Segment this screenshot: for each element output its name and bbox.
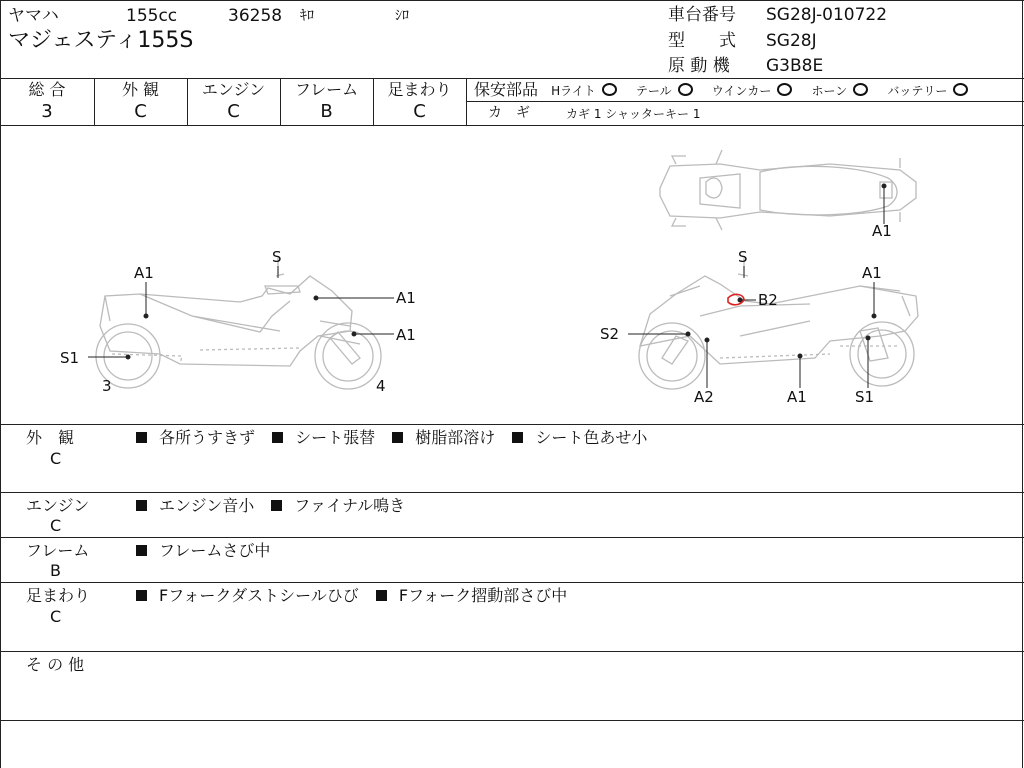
section-suspension-label: 足まわり bbox=[26, 586, 91, 605]
section-frame-label: フレーム bbox=[26, 541, 90, 560]
grade-frame-value: B bbox=[320, 101, 333, 122]
notes-sep-3 bbox=[0, 582, 1024, 583]
grade-sep-5 bbox=[466, 78, 467, 125]
section-frame-notes bbox=[136, 540, 282, 562]
section-exterior-label: 外 観 bbox=[26, 428, 75, 447]
grade-suspension-label: 足まわり bbox=[387, 80, 452, 99]
notes-sep-1 bbox=[0, 492, 1024, 493]
section-exterior-grade: C bbox=[50, 449, 62, 468]
key-label: カ ギ bbox=[488, 105, 530, 121]
note-item: 各所うすきず bbox=[159, 428, 256, 447]
model-name: マジェスティ155S bbox=[8, 28, 194, 53]
grade-frame-label: フレーム bbox=[294, 80, 359, 99]
left-label-a1-right1: A1 bbox=[396, 289, 416, 307]
hozen-winker: ウインカー bbox=[711, 84, 772, 98]
right-label-a1-top-view: A1 bbox=[872, 222, 892, 240]
bullet-icon bbox=[376, 590, 387, 601]
left-label-a1-top: A1 bbox=[134, 264, 154, 282]
bullet-icon bbox=[136, 545, 147, 556]
section-suspension-grade: C bbox=[50, 607, 62, 626]
right-label-s1: S1 bbox=[855, 388, 875, 406]
type-label: 型 式 bbox=[668, 31, 736, 51]
top-view-scooter-drawing bbox=[660, 150, 916, 230]
note-item: シート張替 bbox=[295, 428, 376, 447]
left-label-a1-right2: A1 bbox=[396, 326, 416, 344]
section-engine-notes bbox=[136, 495, 417, 517]
bullet-icon bbox=[136, 432, 147, 443]
notes-top bbox=[0, 424, 1024, 425]
frame-no-label: 車台番号 bbox=[668, 5, 736, 25]
hozen-divider bbox=[466, 101, 1024, 102]
notes-sep-4 bbox=[0, 651, 1024, 652]
bullet-icon bbox=[136, 500, 147, 511]
hozen-horn: ホーン bbox=[811, 84, 848, 98]
bullet-icon bbox=[272, 432, 283, 443]
note-item: Fフォーク摺動部さび中 bbox=[398, 586, 568, 605]
section-suspension-notes bbox=[136, 585, 579, 607]
maker: ヤマハ bbox=[8, 6, 59, 26]
engine-label: 原 動 機 bbox=[668, 56, 730, 76]
border-top bbox=[0, 0, 1024, 1]
color: ｼﾛ bbox=[395, 8, 409, 24]
notes-sep-2 bbox=[0, 537, 1024, 538]
grade-row-top bbox=[0, 78, 1024, 79]
notes-bottom bbox=[0, 720, 1024, 721]
displacement: 155cc bbox=[126, 6, 178, 26]
battery-ok-icon bbox=[953, 83, 968, 96]
hozen-row bbox=[474, 80, 972, 101]
damage-diagram bbox=[0, 126, 1024, 424]
note-item: フレームさび中 bbox=[159, 541, 271, 560]
hozen-tail: テール bbox=[635, 84, 672, 98]
note-item: エンジン音小 bbox=[159, 496, 255, 515]
right-label-a1-top: A1 bbox=[862, 264, 882, 282]
left-label-s: S bbox=[272, 248, 282, 266]
grade-engine-label: エンジン bbox=[201, 80, 266, 99]
grade-total-label: 総 合 bbox=[28, 80, 66, 99]
key-value: カギ 1 シャッターキー 1 bbox=[566, 107, 701, 121]
grade-exterior-value: C bbox=[134, 101, 147, 122]
section-exterior-notes bbox=[136, 427, 659, 449]
tail-ok-icon bbox=[678, 83, 693, 96]
bullet-icon bbox=[136, 590, 147, 601]
right-label-a2: A2 bbox=[694, 388, 714, 406]
mileage: 36258 bbox=[228, 6, 283, 26]
headlight-ok-icon bbox=[602, 83, 617, 96]
left-label-3: 3 bbox=[102, 377, 112, 395]
hozen-headlight: Hライト bbox=[551, 84, 596, 98]
right-label-s2: S2 bbox=[600, 325, 620, 343]
mileage-unit: ｷﾛ bbox=[300, 8, 314, 24]
section-other-label: そ の 他 bbox=[26, 655, 85, 674]
left-label-s1: S1 bbox=[60, 349, 80, 367]
frame-no: SG28J-010722 bbox=[766, 5, 888, 25]
right-label-b2: B2 bbox=[758, 291, 778, 309]
grade-total-value: 3 bbox=[41, 101, 53, 122]
right-label-a1-bottom: A1 bbox=[787, 388, 807, 406]
bullet-icon bbox=[512, 432, 523, 443]
bullet-icon bbox=[392, 432, 403, 443]
note-item: ファイナル鳴き bbox=[294, 496, 406, 515]
note-item: シート色あせ小 bbox=[535, 428, 648, 447]
grade-exterior-label: 外 観 bbox=[121, 80, 160, 99]
note-item: Fフォークダストシールひび bbox=[159, 586, 359, 605]
grade-suspension-value: C bbox=[413, 101, 426, 122]
bullet-icon bbox=[271, 500, 282, 511]
winker-ok-icon bbox=[777, 83, 792, 96]
hozen-label: 保安部品 bbox=[474, 80, 539, 99]
right-label-s: S bbox=[738, 248, 748, 266]
hozen-battery: バッテリー bbox=[887, 84, 948, 98]
section-frame-grade: B bbox=[50, 561, 61, 580]
section-engine-label: エンジン bbox=[26, 496, 90, 515]
engine-value: G3B8E bbox=[766, 56, 824, 76]
note-item: 樹脂部溶け bbox=[415, 428, 496, 447]
grade-engine-value: C bbox=[227, 101, 240, 122]
type-value: SG28J bbox=[766, 31, 817, 51]
left-label-4: 4 bbox=[376, 377, 386, 395]
section-engine-grade: C bbox=[50, 516, 62, 535]
horn-ok-icon bbox=[853, 83, 868, 96]
